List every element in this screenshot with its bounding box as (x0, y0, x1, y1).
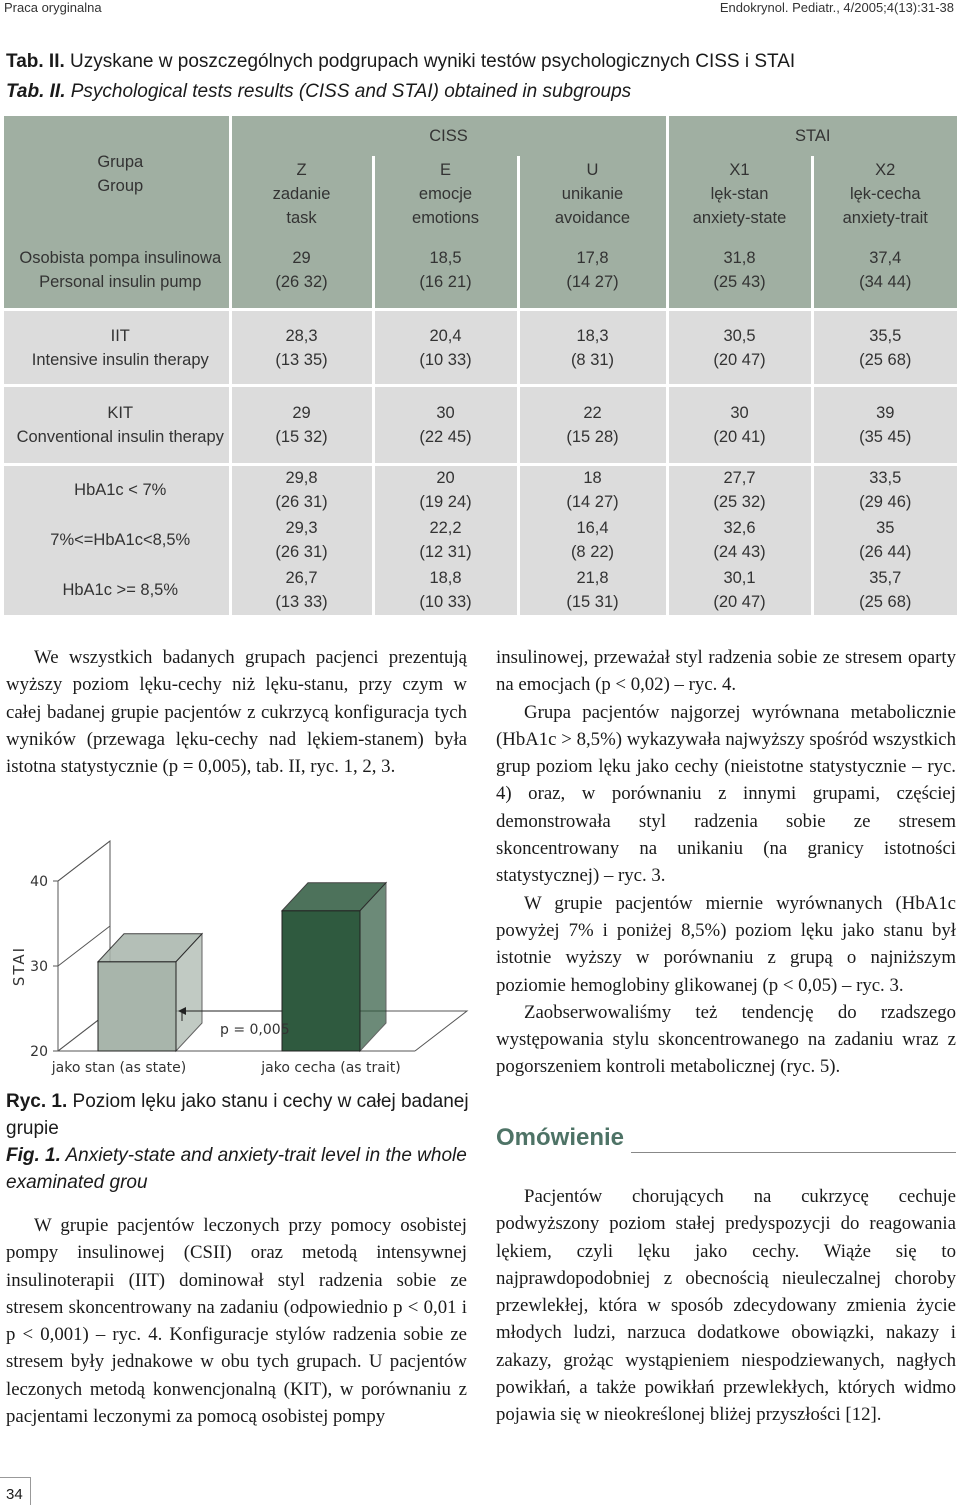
row-label: 7%<=HbA1c<8,5% (4, 515, 230, 565)
text-column-left-top (6, 644, 467, 780)
text-column-right-top (496, 644, 956, 1081)
table-header-row-1 (4, 116, 957, 156)
table-cell: 29 (15 32) (230, 386, 373, 465)
results-table (4, 116, 957, 615)
table-caption-en (6, 81, 631, 103)
table-cell: 32,6 (24 43) (667, 515, 812, 565)
table-cell: 20,4 (10 33) (373, 310, 518, 386)
chart-grid-diagonal (58, 841, 110, 881)
paragraph: insulinowej, przeważał styl radzenia sobie ze stresem oparty na emocjach (p < 0,02) – ryc. 4. (496, 647, 956, 696)
chart-y-tick-label: 30 (30, 959, 48, 975)
paragraph: Pacjentów chorujących na cukrzycę cechuje podwyższony poziom stałej predyspozycji do reagowania lękiem, czyli lęku jako cechy. Wiąże się to najprawdopodobniej z obecnością nieuleczalnej choroby przewlekłej, która w sposób zdecydowany zmienia życie młodych ludzi, narzuca dodatkowe obowiązki, nakazy i zakazy, grożąc wystąpieniem niespodziewanych, nagłych powikłań, a także powikłań przewlekłych, których widmo pojawia się w nieokreślonej bliżej przyszłości [12]. (496, 1186, 956, 1426)
table-row (4, 565, 957, 615)
stai-header: STAI (667, 116, 957, 156)
paragraph: We wszystkich badanych grupach pacjenci prezentują wyższy poziom lęku-cechy niż lęku-stanu, przy czym w całej badanej grupie pacjentów z cukrzycą konfiguracja tych wyników (przewaga lęku-cechy nad lękiem-stanem) była istotna statystycznie (p = 0,005), tab. II, ryc. 1, 2, 3. (6, 647, 467, 778)
table-cell: 39 (35 45) (812, 386, 957, 465)
table-cell: 29,3 (26 31) (230, 515, 373, 565)
figure-caption (6, 1088, 476, 1196)
text-column-right-bottom (496, 1183, 956, 1429)
column-header: X2 lęk-cecha anxiety-trait (812, 156, 957, 231)
text-column-left-bottom (6, 1212, 467, 1430)
table-cell: 31,8 (25 43) (667, 231, 812, 310)
row-label: Osobista pompa insulinowa Personal insulin pump (4, 231, 230, 310)
table-cell: 35,7 (25 68) (812, 565, 957, 615)
paragraph: W grupie pacjentów miernie wyrównanych (HbA1c powyżej 7% i poniżej 8,5%) poziom lęku jako stanu był istotnie wyższy w porównaniu z grupą o najniższym poziomie hemoglobiny glikowanej (p < 0,05) – ryc. 3. (496, 892, 956, 996)
chart-y-label: STAI (10, 945, 28, 987)
table-cell: 28,3 (13 35) (230, 310, 373, 386)
table-cell: 16,4 (8 22) (518, 515, 667, 565)
running-header-right: Endokrynol. Pediatr., 4/2005;4(13):31-38 (719, 0, 954, 15)
table-cell: 18,3 (8 31) (518, 310, 667, 386)
row-label: HbA1c >= 8,5% (4, 565, 230, 615)
chart-bar (282, 883, 386, 1051)
row-label: HbA1c < 7% (4, 465, 230, 515)
table-caption-en-label: Tab. II. (6, 81, 66, 102)
chart-y-tick-label: 20 (30, 1044, 48, 1060)
column-header: E emocje emotions (373, 156, 518, 231)
section-heading (496, 1124, 956, 1164)
page-number: 34 (6, 1486, 23, 1503)
table-caption-pl (6, 51, 795, 73)
table-cell: 30 (22 45) (373, 386, 518, 465)
table-cell: 29,8 (26 31) (230, 465, 373, 515)
table-caption-pl-label: Tab. II. (6, 51, 65, 72)
table-row (4, 386, 957, 465)
column-header: U unikanie avoidance (518, 156, 667, 231)
chart-category-label: jako cecha (as trait) (261, 1060, 401, 1076)
group-header-pl: Grupa (97, 152, 144, 171)
table-row (4, 231, 957, 310)
column-header: Z zadanie task (230, 156, 373, 231)
table-row (4, 515, 957, 565)
table-cell: 26,7 (13 33) (230, 565, 373, 615)
table-row (4, 310, 957, 386)
chart-bar-front (98, 962, 176, 1051)
table-cell: 18,5 (16 21) (373, 231, 518, 310)
chart-bar-side (360, 883, 386, 1051)
figure-caption-en: Fig. 1. Anxiety-state and anxiety-trait level in the whole examinated grou (6, 1145, 467, 1193)
table-cell: 27,7 (25 32) (667, 465, 812, 515)
footer-rule-vertical (30, 1477, 31, 1505)
table-caption-pl-text: Uzyskane w poszczególnych podgrupach wyniki testów psychologicznych CISS i STAI (70, 51, 796, 72)
table-cell: 22,2 (12 31) (373, 515, 518, 565)
footer-rule (0, 1477, 30, 1478)
table-row (4, 465, 957, 515)
table-cell: 18,8 (10 33) (373, 565, 518, 615)
table-cell: 20 (19 24) (373, 465, 518, 515)
table-cell: 37,4 (34 44) (812, 231, 957, 310)
group-header-en: Group (97, 176, 144, 195)
table-cell: 35,5 (25 68) (812, 310, 957, 386)
column-header: X1 lęk-stan anxiety-state (667, 156, 812, 231)
table-cell: 21,8 (15 31) (518, 565, 667, 615)
table-cell: 33,5 (29 46) (812, 465, 957, 515)
table-cell: 30,5 (20 47) (667, 310, 812, 386)
paragraph: W grupie pacjentów leczonych przy pomocy osobistej pompy insulinowej (CSII) oraz metodą intensywnej insulinoterapii (IIT) dominował styl radzenia sobie ze stresem skoncentrowany na zadaniu (odpowiednio p < 0,01 i p < 0,001) – ryc. 4. Konfiguracje stylów radzenia sobie ze stresem były jednakowe w obu tych grupach. U pacjentów leczonych metodą konwencjonalną (KIT), w porównaniu z pacjentami leczonymi za pomocą osobistej pompy (6, 1215, 467, 1428)
anxiety-chart (0, 836, 480, 1084)
section-title: Omówienie (496, 1124, 625, 1151)
table-cell: 22 (15 28) (518, 386, 667, 465)
group-header (4, 116, 230, 231)
table-caption-en-text: Psychological tests results (CISS and STAI) obtained in subgroups (70, 81, 632, 102)
chart-category-label: jako stan (as state) (51, 1060, 187, 1076)
ciss-header: CISS (230, 116, 667, 156)
heading-rule (631, 1152, 956, 1153)
paragraph: Grupa pacjentów najgorzej wyrównana metabolicznie (HbA1c > 8,5%) wykazywała najwyższy spośród wszystkich grup poziom lęku jako cechy (nieistotne statystycznie – ryc. 4) oraz, w porównaniu z innymi grupami, częściej demonstrowała styl radzenia sobie ze stresem skoncentrowany na unikaniu (na granicy istotności statystycznej) – ryc. 3. (496, 701, 956, 887)
table-cell: 30,1 (20 47) (667, 565, 812, 615)
table-cell: 18 (14 27) (518, 465, 667, 515)
chart-bar (98, 934, 202, 1051)
running-header-left: Praca oryginalna (4, 0, 102, 15)
table-cell: 29 (26 32) (230, 231, 373, 310)
chart-bar-front (282, 911, 360, 1051)
paragraph: Zaobserwowaliśmy też tendencję do rzadszego występowania stylu skoncentrowanego na zadaniu wraz z pogorszeniem kontroli metabolicznej (ryc. 5). (496, 1001, 956, 1078)
table-cell: 35 (26 44) (812, 515, 957, 565)
table-cell: 30 (20 41) (667, 386, 812, 465)
row-label: IIT Intensive insulin therapy (4, 310, 230, 386)
chart-annotation: p = 0,005 (220, 1022, 290, 1039)
table-cell: 17,8 (14 27) (518, 231, 667, 310)
chart-y-tick-label: 40 (30, 874, 48, 890)
figure-caption-pl: Ryc. 1. Poziom lęku jako stanu i cechy w całej badanej grupie (6, 1091, 469, 1139)
row-label: KIT Conventional insulin therapy (4, 386, 230, 465)
